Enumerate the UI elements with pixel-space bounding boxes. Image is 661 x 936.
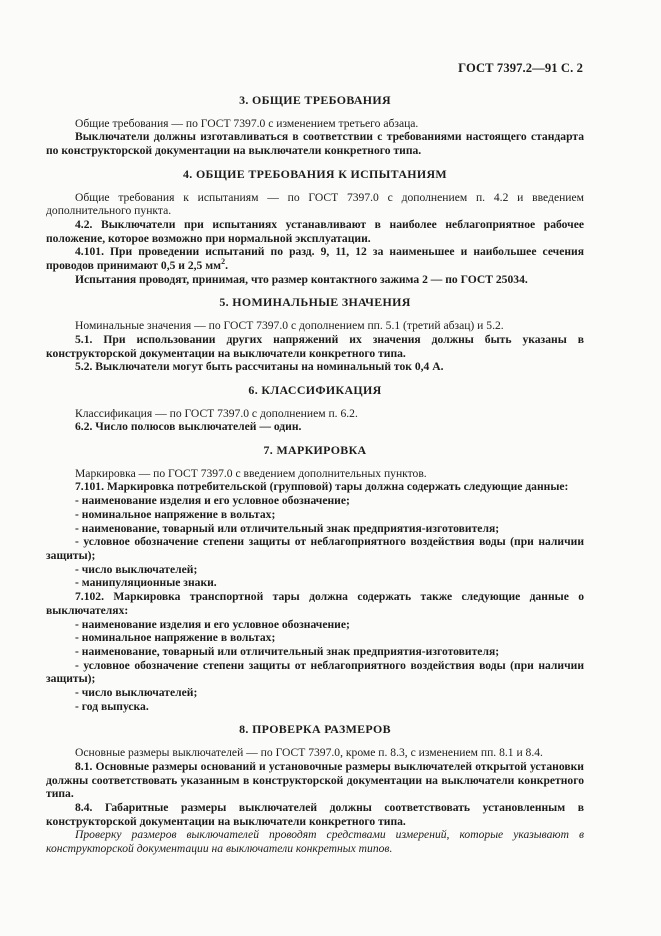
page-header: ГОСТ 7397.2—91 С. 2 [458,61,583,75]
section-5-title: 5. НОМИНАЛЬНЫЕ ЗНАЧЕНИЯ [219,295,411,310]
list-item: - наименование, товарный или отличительный знак предприятия-изготовителя; [75,521,500,535]
section-3-title: 3. ОБЩИЕ ТРЕБОВАНИЯ [239,93,391,107]
clause-4-101-sup: 2 [221,257,226,267]
clause-5-1: 5.1. При использовании других напряжений их значения должны быть указаны в конструкторской документации на выключатели конкретного типа. [46,332,584,360]
list-item: - номинальное напряжение в вольтах; [75,631,276,645]
clause-4-2: 4.2. Выключатели при испытаниях устанавливают в наиболее неблагоприятное рабочее положение, которое возможно при нормальной эксплуатации. [46,217,584,245]
section-8-title: 8. ПРОВЕРКА РАЗМЕРОВ [239,722,391,737]
list-item: - наименование изделия и его условное обозначение; [75,494,350,508]
document-body [46,94,584,856]
list-item: - наименование изделия и его условное обозначение; [75,617,350,631]
clause-8-1: 8.1. Основные размеры оснований и установочные размеры выключателей открытой установки должны соответствовать указанным в конструкторской документации на выключатели конкретного типа. [46,759,584,801]
section-7-general: Маркировка — по ГОСТ 7397.0 с введением дополнительных пунктов. [75,466,427,480]
list-item: - условное обозначение степени защиты от неблагоприятного воздействия воды (при наличии защиты); [46,535,584,562]
list-item: - год выпуска. [75,699,149,713]
clause-8-4-note: Проверку размеров выключателей проводят средствами измерений, которые указывают в конструкторской документации на выключатели конкретных типов. [46,828,584,856]
section-5-general: Номинальные значения — по ГОСТ 7397.0 с дополнением пп. 5.1 (третий абзац) и 5.2. [75,319,504,333]
clause-5-2: 5.2. Выключатели могут быть рассчитаны на номинальный ток 0,4 А. [75,360,444,374]
list-item: - условное обозначение степени защиты от неблагоприятного воздействия воды (при наличии защиты); [46,658,584,686]
list-item: - манипуляционные знаки. [75,576,217,590]
clause-4-101-note: Испытания проводят, принимая, что размер контактного зажима 2 — по ГОСТ 25034. [75,272,528,286]
section-7-title: 7. МАРКИРОВКА [263,443,367,458]
list-item: - число выключателей; [75,686,198,700]
clause-4-101-text: 4.101. При проведении испытаний по разд. 9, 11, 12 за наименьшее и наибольшее сечения проводов принимают 0,5 и 2,5 мм [46,245,584,273]
clause-4-101-end: . [225,259,228,273]
clause-6-2: 6.2. Число полюсов выключателей — один. [75,420,302,434]
list-item: - номинальное напряжение в вольтах; [75,507,276,521]
section-4-general: Общие требования к испытаниям — по ГОСТ 7397.0 с дополнением п. 4.2 и введением дополнительного пункта. [46,190,584,218]
section-6-general: Классификация — по ГОСТ 7397.0 с дополнением п. 6.2. [75,406,358,420]
section-4-title: 4. ОБЩИЕ ТРЕБОВАНИЯ К ИСПЫТАНИЯМ [183,166,447,181]
clause-8-4: 8.4. Габаритные размеры выключателей должны соответствовать установленным в конструкторской документации на выключатели конкретного типа. [46,800,584,828]
list-item: - наименование, товарный или отличительный знак предприятия-изготовителя; [75,644,500,658]
section-8-general: Основные размеры выключателей — по ГОСТ 7397.0, кроме п. 8.3, с изменением пп. 8.1 и 8.4. [75,746,543,760]
list-item: - число выключателей; [75,562,198,576]
clause-7-101: 7.101. Маркировка потребительской (групповой) тары должна содержать следующие данные: [75,480,569,494]
clause-7-102: 7.102. Маркировка транспортной тары должна содержать также следующие данные о выключателях: [46,590,584,617]
section-3-general: Общие требования — по ГОСТ 7397.0 с изменением третьего абзаца. [75,116,419,130]
section-6-title: 6. КЛАССИФИКАЦИЯ [248,382,382,397]
section-3-requirement: Выключатели должны изготавливаться в соответствии с требованиями настоящего стандарта по конструкторской документации на выключатели конкретного типа. [46,130,584,158]
clause-4-101 [46,245,584,272]
